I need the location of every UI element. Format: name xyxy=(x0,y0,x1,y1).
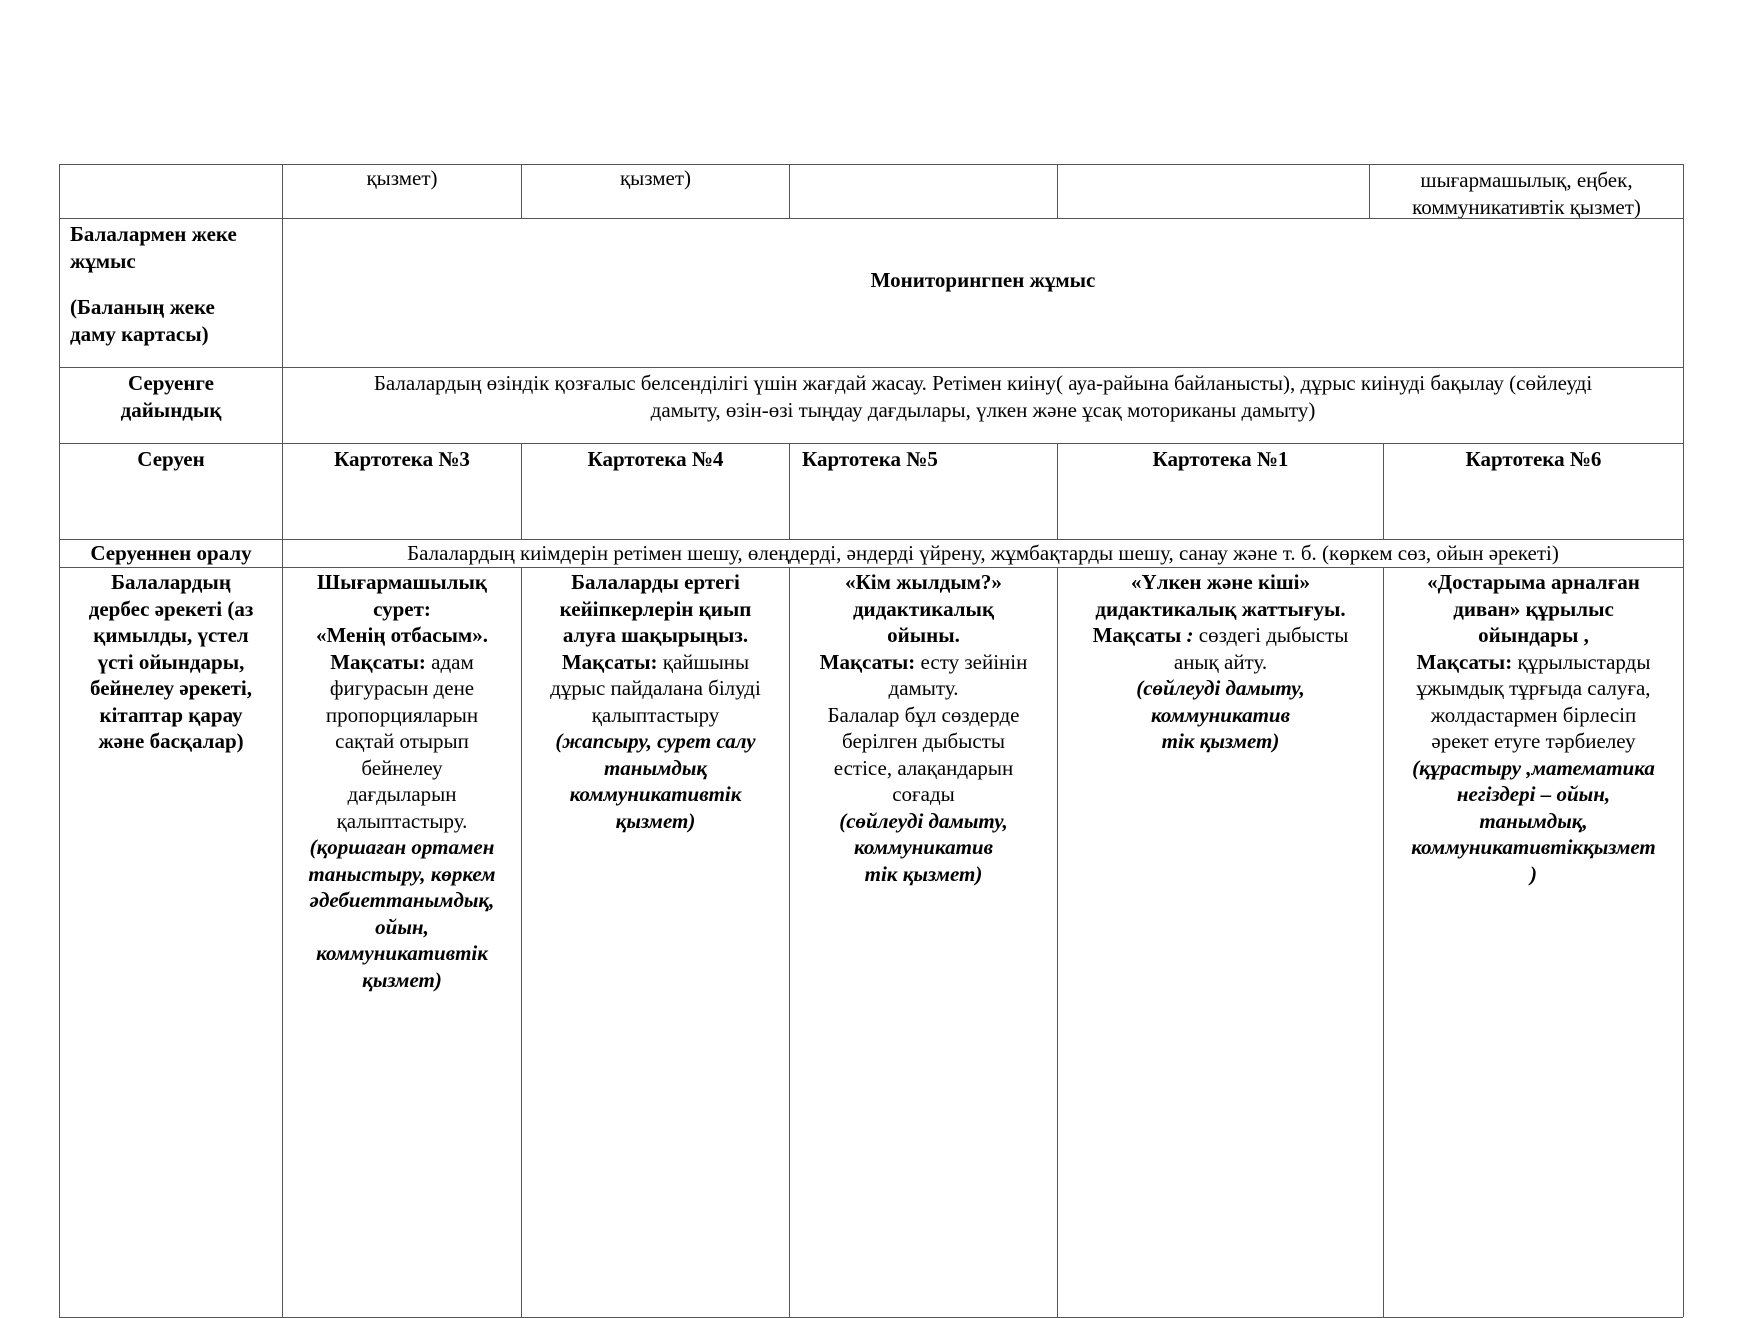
cell-tue: қызмет) xyxy=(521,164,789,218)
cell-thu xyxy=(1057,164,1369,218)
monitoring-content: Мониторингпен жұмыс xyxy=(282,218,1683,367)
table-row-top xyxy=(59,164,1683,218)
table-right-border xyxy=(1683,164,1684,1317)
row-label-individual: Балалармен жеке жұмыс (Баланың жеке даму картасы) xyxy=(59,218,282,367)
activity-fri: «Достарыма арналған диван» құрылыс ойындары , Мақсаты: құрылыстарды ұжымдық тұрғыда салуға, жолдастармен бірлесіп әрекет етуге тәрбиелеу (құрастыру ,математика негіздері – ойын, танымдық, коммуникативтікқызмет ) xyxy=(1383,567,1683,1317)
activity-tue: Балаларды ертегі кейіпкерлерін қиып алуға шақырыңыз. Мақсаты: қайшыны дұрыс пайдалана білуді қалыптастыру (жапсыру, сурет салу танымдық коммуникативтік қызмет) xyxy=(521,567,789,1317)
activity-thu: «Үлкен және кіші» дидактикалық жаттығуы. Мақсаты : сөздегі дыбысты анық айту. (сөйлеуді дамыту, коммуникатив тік қызмет) xyxy=(1057,567,1383,1317)
walk-card-thu: Картотека №1 xyxy=(1057,443,1383,539)
cell-mon: қызмет) xyxy=(282,164,521,218)
table-row-activity xyxy=(59,567,1683,1317)
activity-wed: «Кім жылдым?» дидактикалық ойыны. Мақсаты: есту зейінін дамыту. Балалар бұл сөздерде берілген дыбысты естісе, алақандарын соғады (сөйлеуді дамыту, коммуникатив тік қызмет) xyxy=(789,567,1057,1317)
table-row-return xyxy=(59,539,1683,567)
walk-card-tue: Картотека №4 xyxy=(521,443,789,539)
row-label-activity: Балалардың дербес әрекеті (аз қимылды, үстел үсті ойындары, бейнелеу әрекеті, кітаптар қарау және басқалар) xyxy=(59,567,282,1317)
cell-label-empty xyxy=(59,164,282,218)
cell-wed xyxy=(789,164,1057,218)
table-row-walk xyxy=(59,443,1683,539)
prep-content: Балалардың өзіндік қозғалыс белсенділігі үшін жағдай жасау. Ретімен киіну( ауа-райына байланысты), дұрыс киінуді бақылау (сөйлеуді дамыту, өзін-өзі тыңдау дағдылары, үлкен және ұсақ моториканы дамыту) xyxy=(282,367,1683,443)
row-label-walk: Серуен xyxy=(59,443,282,539)
walk-card-mon: Картотека №3 xyxy=(282,443,521,539)
row-label-return: Серуеннен оралу xyxy=(59,539,282,567)
table-row-prep xyxy=(59,367,1683,443)
walk-card-wed: Картотека №5 xyxy=(789,443,1057,539)
return-content: Балалардың киімдерін ретімен шешу, өлеңдерді, әндерді үйрену, жұмбақтарды шешу, санау және т. б. (көркем сөз, ойын әрекеті) xyxy=(282,539,1683,567)
activity-mon: Шығармашылық сурет: «Менің отбасым». Мақсаты: адам фигурасын дене пропорцияларын сақтай отырып бейнелеу дағдыларын қалыптастыру. (қоршаған ортамен таныстыру, көркем әдебиеттанымдық, ойын, коммуникативтік қызмет) xyxy=(282,567,521,1317)
cell-fri: шығармашылық, еңбек, коммуникативтік қызмет) xyxy=(1369,164,1683,218)
row-label-prep: Серуенге дайындық xyxy=(59,367,282,443)
table-row-individual xyxy=(59,218,1683,367)
walk-card-fri: Картотека №6 xyxy=(1383,443,1683,539)
